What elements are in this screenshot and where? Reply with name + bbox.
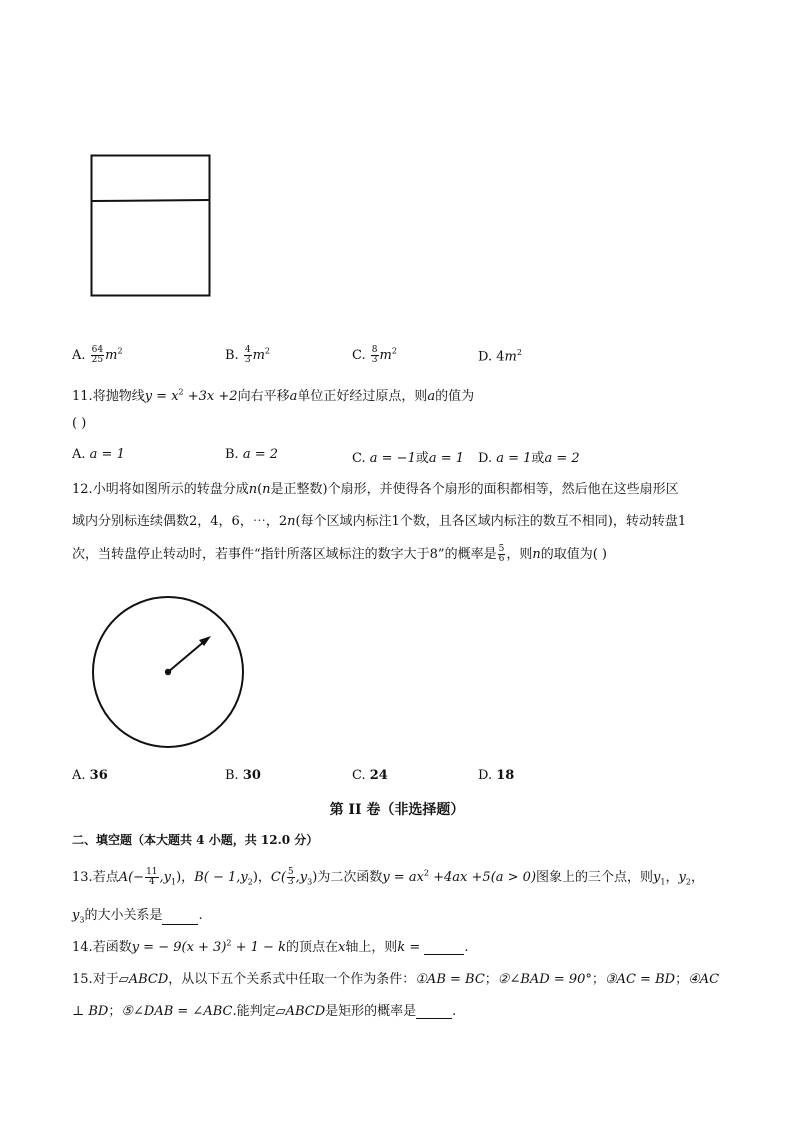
option-value: 24 <box>369 768 388 783</box>
math-var: x <box>337 940 346 955</box>
math-expr: B( − 1,y <box>194 870 248 885</box>
q10-option-c[interactable] <box>352 346 397 365</box>
unit: m <box>379 348 392 363</box>
answer-blank[interactable] <box>162 911 198 925</box>
fraction: $\frac{5}{6}$ <box>498 544 505 564</box>
subscript: 1 <box>660 877 666 887</box>
q11-option-b[interactable] <box>225 447 278 462</box>
q12-option-c[interactable] <box>352 768 388 783</box>
text: (每个区域内标注1个数，且各区域内标注的数互不相同)，转动转盘1 <box>295 514 687 529</box>
text: 单位正好经过原点，则 <box>297 389 428 404</box>
math-var: a <box>427 389 436 404</box>
text: ； <box>108 1004 122 1019</box>
math-expr: ,y <box>295 870 308 885</box>
q12-line3 <box>72 543 607 564</box>
q12-line2 <box>72 510 686 529</box>
math-var: n <box>532 547 541 562</box>
option-value: a = 1 <box>496 451 532 466</box>
math-expr: ⊥ BD <box>72 1004 109 1019</box>
option-label: B. <box>225 348 239 363</box>
text: . <box>198 908 203 923</box>
q13-line1: 13.若点A(− $\frac{11}{4}$ $,y_1$)，$B( - 1,y_2)$，C( $\frac{5}{3}$ $,y_3$)为二次函数$y = ax^2 +4ax +5(a > 0)$图象上的三个点，则$y_1$，$y_2$， <box>72 867 704 887</box>
q13-line2 <box>72 904 203 925</box>
math-expr: A( <box>118 870 134 885</box>
option-label: D. <box>478 349 493 365</box>
text: ，从以下五个关系式中任取一个作为条件： <box>168 972 416 987</box>
q10-figure-rectangle <box>88 152 214 300</box>
text: ， <box>690 870 704 885</box>
fraction: $\frac{64}{25}$ <box>91 345 104 365</box>
option-label: C. <box>352 451 366 466</box>
q12-option-d[interactable] <box>478 768 514 783</box>
subscript: 1 <box>171 877 177 887</box>
math-expr: y = x <box>144 389 179 404</box>
option-value: a = 2 <box>242 447 279 462</box>
option-value: 18 <box>496 768 515 783</box>
unit: m <box>252 348 265 363</box>
text: 是矩形的概率是 <box>325 1004 417 1019</box>
q11-stem <box>72 385 474 404</box>
option-label: C. <box>352 348 366 363</box>
math-var: y <box>678 870 686 885</box>
text: 是正整数)个扇形，并使得各个扇形的面积都相等，然后他在这些扇形区 <box>270 482 679 497</box>
text: 域内分别标连续偶数2，4，6，⋯，2 <box>72 514 288 529</box>
text: .能判定 <box>232 1004 276 1019</box>
option-label: B. <box>225 768 239 783</box>
math-expr: y = ax <box>382 870 424 885</box>
math-expr: y = − 9(x + 3) <box>131 940 227 955</box>
part-title: 第 II 卷（非选择题） <box>329 802 465 818</box>
text: 或 <box>531 451 545 466</box>
option-label: A. <box>72 447 86 462</box>
exponent: 2 <box>423 868 430 878</box>
math-var: n <box>262 482 271 497</box>
text: 的顶点在 <box>285 940 338 955</box>
math-expr: C( <box>270 870 286 885</box>
fraction: $\frac{8}{3}$ <box>371 345 378 365</box>
text: 的取值为( ) <box>540 547 607 562</box>
q10-option-d[interactable] <box>478 348 522 364</box>
exponent: 2 <box>117 346 123 356</box>
q15-line1 <box>72 968 719 987</box>
option-label: A. <box>72 348 86 363</box>
q11-option-a[interactable] <box>72 447 125 462</box>
math-expr: + 1 − k <box>231 940 286 955</box>
text: 为二次函数 <box>317 870 383 885</box>
option-value: 30 <box>242 768 261 783</box>
question-number: 15. <box>72 972 93 987</box>
text: 或 <box>415 451 429 466</box>
question-number: 11. <box>72 389 93 404</box>
option-label: D. <box>478 451 493 466</box>
math-expr: ④AC <box>688 972 720 987</box>
exponent: 2 <box>516 348 522 357</box>
option-label: C. <box>352 768 366 783</box>
math-expr: ▱ABCD <box>118 972 169 987</box>
unit: m <box>504 349 517 365</box>
text: ，则 <box>506 547 533 562</box>
text: 对于 <box>92 972 119 987</box>
text: )， <box>176 870 195 885</box>
math-var: y <box>653 870 661 885</box>
option-value: a = −1 <box>369 451 416 466</box>
answer-blank[interactable] <box>424 941 464 955</box>
math-expr: ①AB = BC <box>415 972 485 987</box>
fraction: $\frac{4}{3}$ <box>244 345 251 365</box>
q14-stem <box>72 936 469 955</box>
text: )， <box>252 870 271 885</box>
text: . <box>464 940 469 955</box>
option-value: 36 <box>89 768 108 783</box>
math-var: y <box>72 908 80 923</box>
exponent: 2 <box>226 938 232 948</box>
q11-option-c[interactable] <box>352 447 464 466</box>
math-var: n <box>248 482 258 497</box>
text: ； <box>675 972 689 987</box>
math-expr: +4ax +5(a > 0) <box>429 870 537 885</box>
q11-option-d[interactable] <box>478 447 580 466</box>
math-expr: ⑤∠DAB = ∠ABC <box>121 1004 233 1019</box>
text: 若函数 <box>92 940 132 955</box>
text: ； <box>484 972 498 987</box>
text: 若点 <box>92 870 119 885</box>
text: 的值为 <box>435 389 475 404</box>
subscript: 3 <box>79 915 85 925</box>
exponent: 2 <box>264 346 270 356</box>
math-expr: ③AC = BD <box>604 972 676 987</box>
text: 将抛物线 <box>92 389 145 404</box>
text: 图象上的三个点，则 <box>536 870 654 885</box>
math-var: n <box>287 514 296 529</box>
q10-option-b[interactable] <box>225 346 270 365</box>
answer-blank[interactable] <box>416 1005 452 1019</box>
math-var: a <box>289 389 298 404</box>
math-expr: ②∠BAD = 90° <box>497 972 592 987</box>
q15-line2 <box>72 1000 456 1019</box>
subscript: 2 <box>247 877 253 887</box>
q12-line1 <box>72 478 679 497</box>
option-value: a = 1 <box>428 451 465 466</box>
option-label: A. <box>72 768 86 783</box>
math-expr: +3x +2 <box>183 389 238 404</box>
text: 向右平移 <box>237 389 290 404</box>
text: 的大小关系是 <box>84 908 163 923</box>
exponent: 2 <box>391 346 397 356</box>
option-label: B. <box>225 447 239 462</box>
q12-figure-spinner <box>88 594 248 754</box>
text: ( <box>257 482 263 497</box>
option-value: 4 <box>496 349 505 365</box>
math-expr: ▱ABCD <box>275 1004 326 1019</box>
section-heading: 二、填空题（本大题共 4 小题，共 12.0 分） <box>72 833 319 847</box>
text: 轴上，则 <box>345 940 398 955</box>
q12-option-b[interactable] <box>225 768 261 783</box>
fraction: $\frac{5}{3}$ <box>287 867 294 887</box>
q12-option-a[interactable] <box>72 768 108 783</box>
text: ) <box>312 870 318 885</box>
option-value: a = 1 <box>89 447 125 462</box>
subscript: 2 <box>685 877 691 887</box>
text: ； <box>591 972 605 987</box>
unit: m <box>105 348 118 363</box>
question-number: 12. <box>72 482 93 497</box>
text: . <box>452 1004 457 1019</box>
q11-answer-paren: ( ) <box>72 416 87 431</box>
math-expr: k = <box>397 940 425 955</box>
math-expr: ,y <box>159 870 172 885</box>
text: 小明将如图所示的转盘分成 <box>92 482 249 497</box>
q10-option-a[interactable] <box>72 346 123 365</box>
fraction: $\frac{11}{4}$ <box>146 867 158 887</box>
question-number: 13. <box>72 870 93 885</box>
subscript: 3 <box>307 877 313 887</box>
text: ， <box>665 870 679 885</box>
question-number: 14. <box>72 940 93 955</box>
option-value: a = 2 <box>544 451 580 466</box>
text: 次，当转盘停止转动时，若事件“指针所落区域标注的数字大于8”的概率是 <box>72 547 497 562</box>
exponent: 2 <box>178 387 184 397</box>
option-label: D. <box>478 768 493 783</box>
